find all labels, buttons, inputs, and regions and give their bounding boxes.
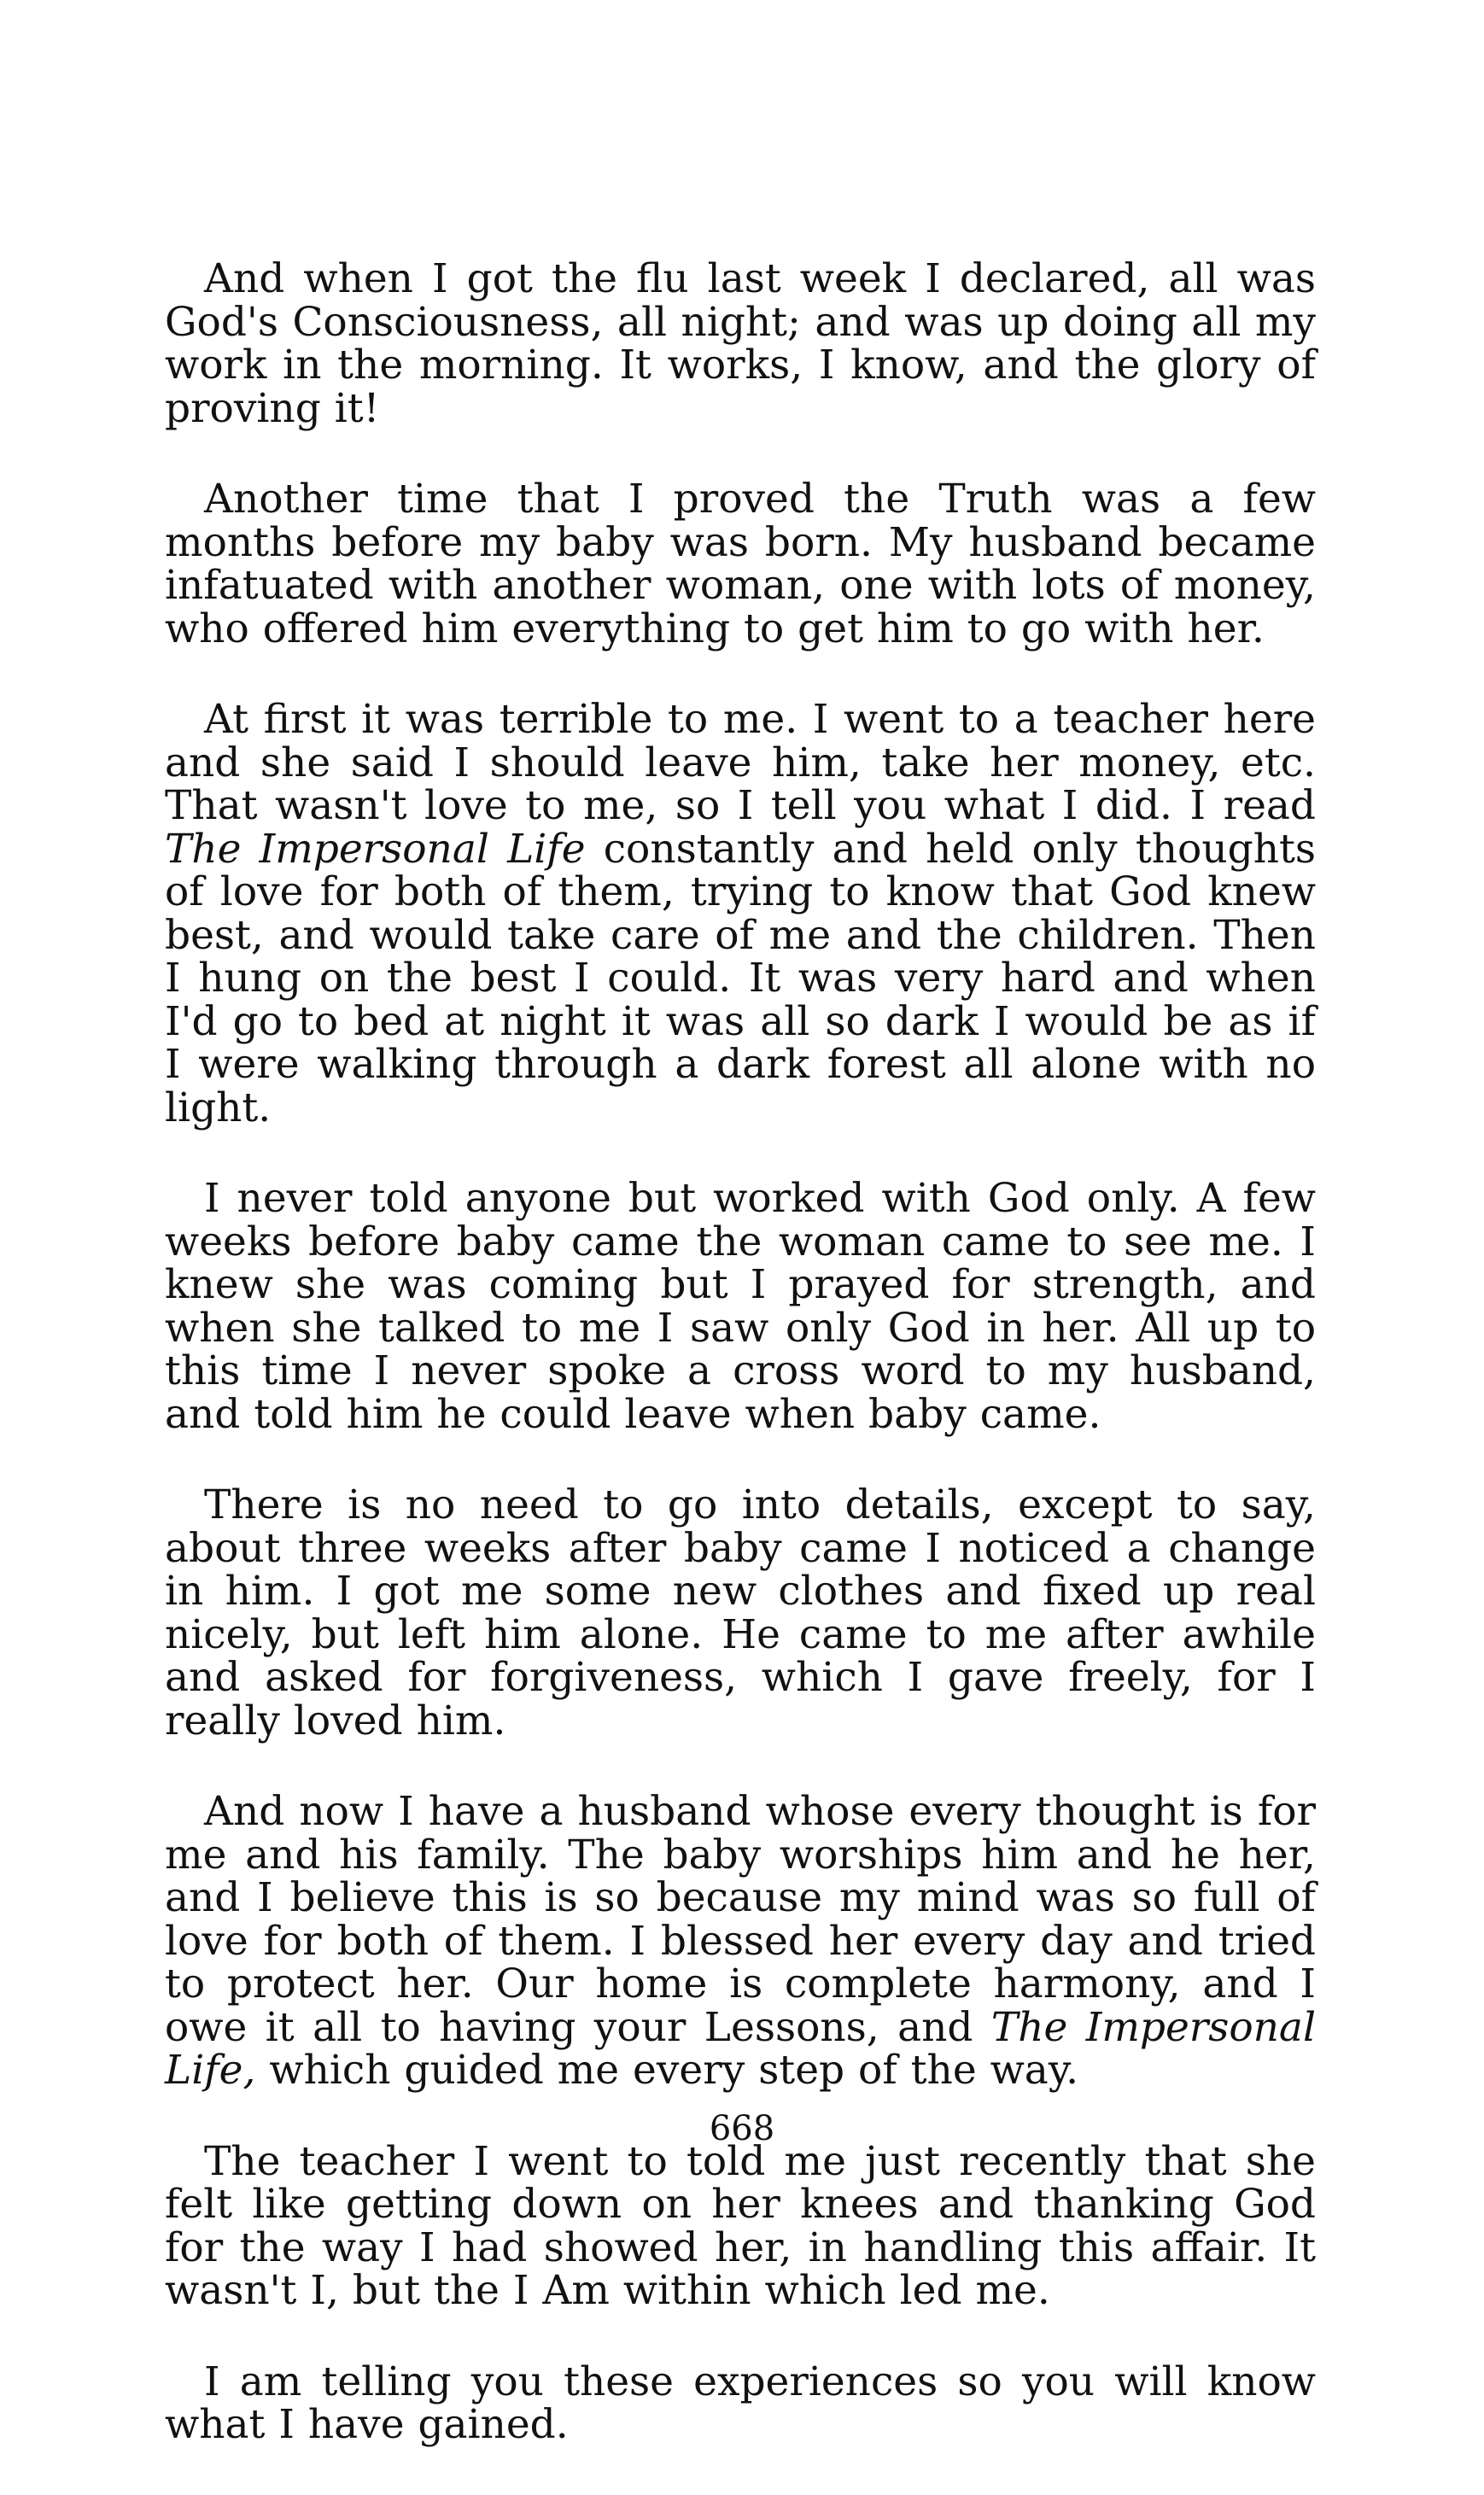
paragraph-4 — [165, 1177, 1316, 1436]
book-title: The Impersonal Life, — [165, 2003, 1316, 2094]
paragraph-1 — [165, 255, 1316, 432]
paragraph-5 — [165, 1481, 1316, 1744]
book-title: The Impersonal Life — [165, 825, 586, 873]
paragraph-text: And now I have a husband whose every thought is for me and his family. The baby worships him and he her, and I believe this is so because my mind was so full of love for both of them. I blessed her every day and tried to protect her. Our home is complete harmony, and I owe it all to having your Lessons, and — [165, 1788, 1316, 2051]
paragraph-text: There is no need to go into details, except to say, about three weeks after baby came I noticed a change in him. I got me some new clothes and fixed up real nicely, but left him alone. He came to me after awhile and asked for forgiveness, which I gave freely, for I really loved him. — [165, 1481, 1316, 1744]
page-number: 668 — [709, 2109, 775, 2148]
paragraph-8 — [165, 2358, 1316, 2448]
page-body — [165, 255, 1316, 2495]
paragraph-text: I never told anyone but worked with God only. A few weeks before baby came the woman came to see me. I knew she was coming but I prayed for strength, and when she talked to me I saw only God in her. All up to this time I never spoke a cross word to my husband, and told him he could leave when baby came. — [165, 1175, 1316, 1438]
paragraph-text: Another time that I proved the Truth was a few months before my baby was born. My husband became infatuated with another woman, one with lots of money, who offered him everything to get him to go with her. — [165, 476, 1316, 652]
paragraph-text: constantly and held only thoughts of love for both of them, trying to know that God knew best, and would take care of me and the children. Then I hung on the best I could. It was very hard and when I'd go to bed at night it was all so dark I would be as if I were walking through a dark forest all alone with no light. — [165, 825, 1316, 1131]
paragraph-3 — [165, 698, 1316, 1130]
paragraph-text: And when I got the flu last week I declared, all was God's Consciousness, all night; and was up doing all my work in the morning. It works, I know, and the glory of proving it! — [165, 255, 1316, 432]
paragraph-6 — [165, 1788, 1316, 2094]
paragraph-text: I am telling you these experiences so you will know what I have gained. — [165, 2358, 1316, 2448]
paragraph-text: At first it was terrible to me. I went to a teacher here and she said I should leave him, take her money, etc. That wasn't love to me, so I tell you what I did. I read — [165, 696, 1316, 829]
paragraph-text: The teacher I went to told me just recently that she felt like getting down on her knees and thanking God for the way I had showed her, in handling this affair. It wasn't I, but the I Am within which led me. — [165, 2137, 1316, 2314]
paragraph-2 — [165, 478, 1316, 651]
paragraph-text: which guided me every step of the way. — [255, 2047, 1079, 2094]
paragraph-7 — [165, 2137, 1316, 2314]
